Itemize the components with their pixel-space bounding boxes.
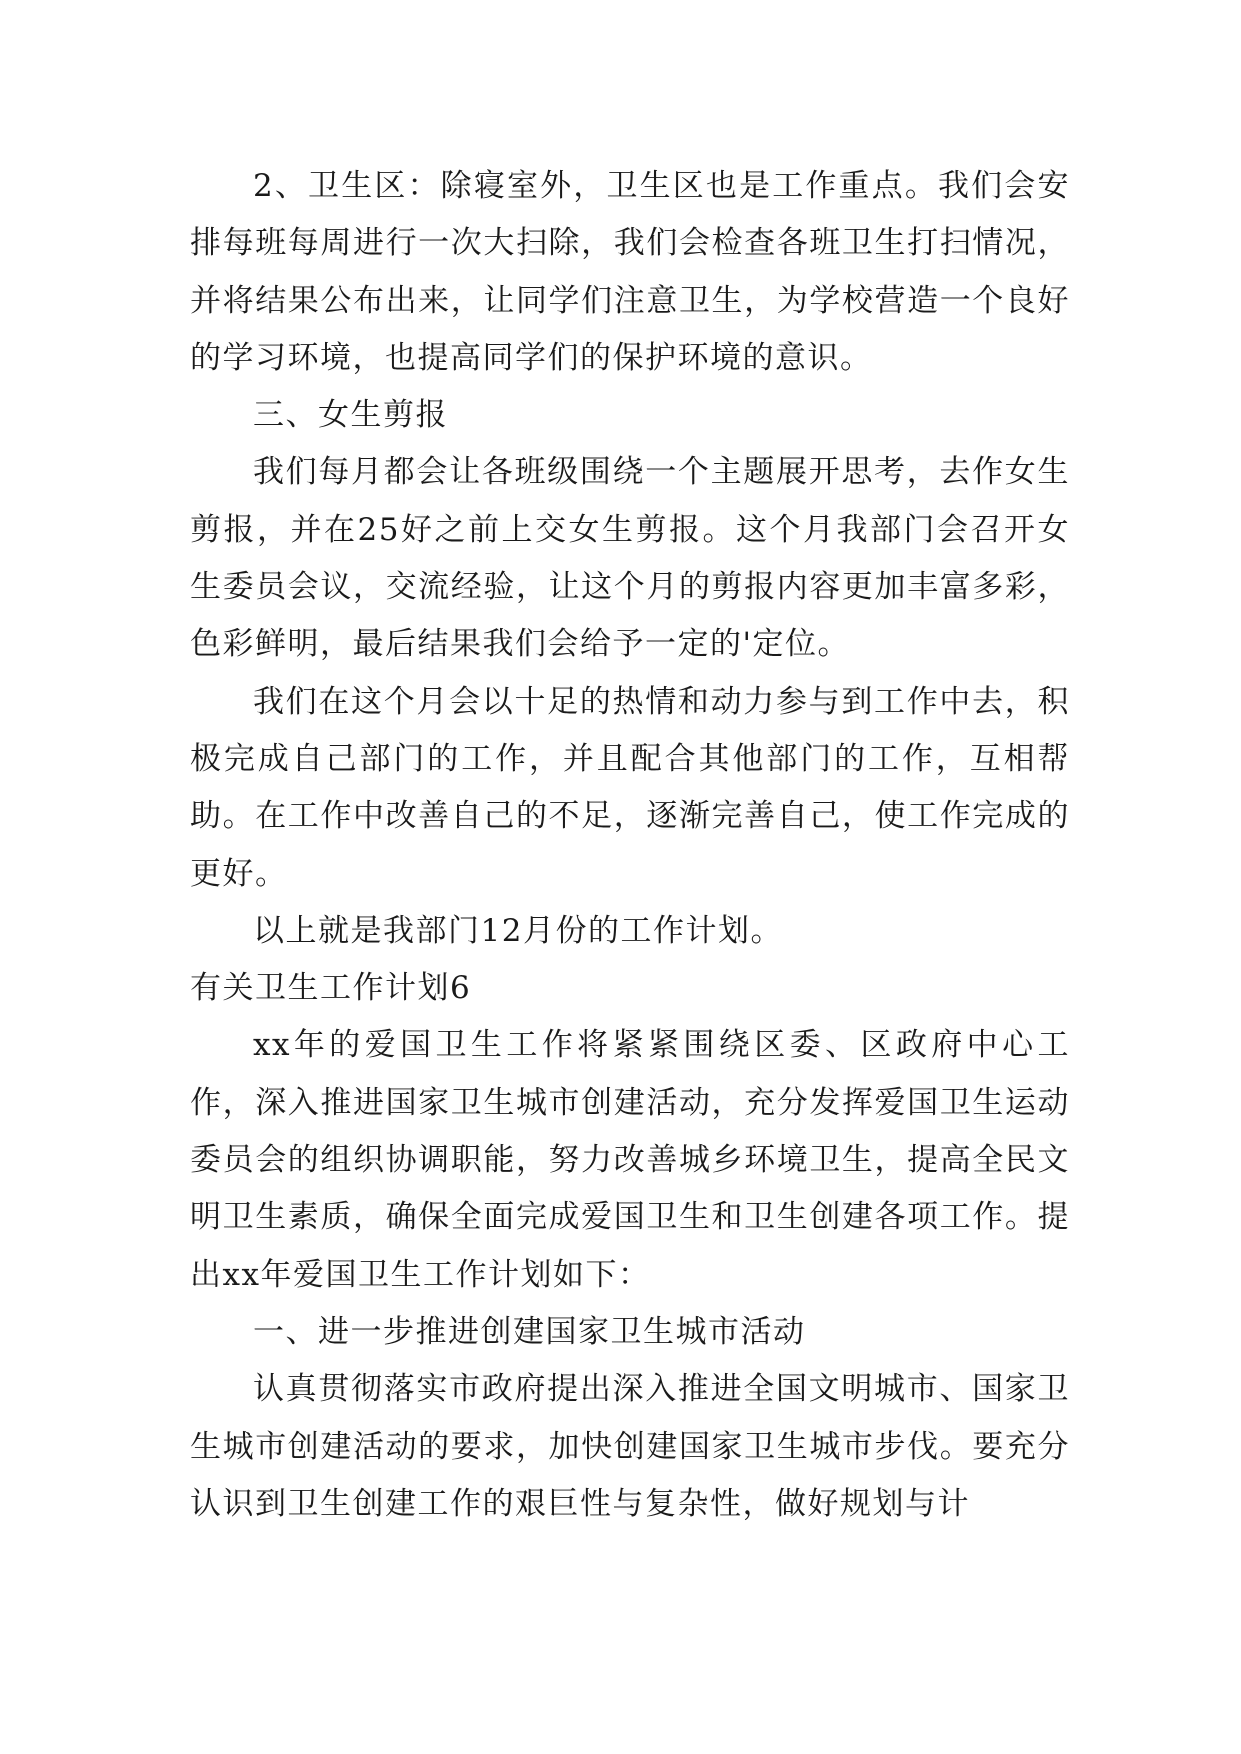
- paragraph-summary: 以上就是我部门12月份的工作计划。: [253, 912, 783, 949]
- document-body: [190, 158, 1070, 1533]
- paragraph-commitment: 我们在这个月会以十足的热情和动力参与到工作中去，积极完成自己部门的工作，并且配合其他部门的工作，互相帮助。在工作中改善自己的不足，逐渐完善自己，使工作完成的更好。: [190, 683, 1070, 892]
- paragraph-sanitation-area: 2、卫生区：除寝室外，卫生区也是工作重点。我们会安排每班每周进行一次大扫除，我们会检查各班卫生打扫情况，并将结果公布出来，让同学们注意卫生，为学校营造一个良好的学习环境，也提高同学们的保护环境的意识。: [190, 168, 1070, 376]
- paragraph-girls-clippings: 我们每月都会让各班级围绕一个主题展开思考，去作女生剪报，并在25好之前上交女生剪报。这个月我部门会召开女生委员会议，交流经验，让这个月的剪报内容更加丰富多彩，色彩鲜明，最后结果我们会给予一定的'定位。: [190, 454, 1070, 663]
- paragraph-city-campaign: 认真贯彻落实市政府提出深入推进全国文明城市、国家卫生城市创建活动的要求，加快创建国家卫生城市步伐。要充分认识到卫生创建工作的艰巨性与复杂性，做好规划与计: [190, 1371, 1070, 1522]
- paragraph-intro: xx年的爱国卫生工作将紧紧围绕区委、区政府中心工作，深入推进国家卫生城市创建活动，充分发挥爱国卫生运动委员会的组织协调职能，努力改善城乡环境卫生，提高全民文明卫生素质，确保全面完成爱国卫生和卫生创建各项工作。提出xx年爱国卫生工作计划如下：: [190, 1027, 1070, 1293]
- document-section-title: 有关卫生工作计划6: [190, 970, 472, 1007]
- section-heading-city-campaign: 一、进一步推进创建国家卫生城市活动: [253, 1313, 806, 1350]
- section-heading-girls-clippings: 三、女生剪报: [253, 397, 448, 434]
